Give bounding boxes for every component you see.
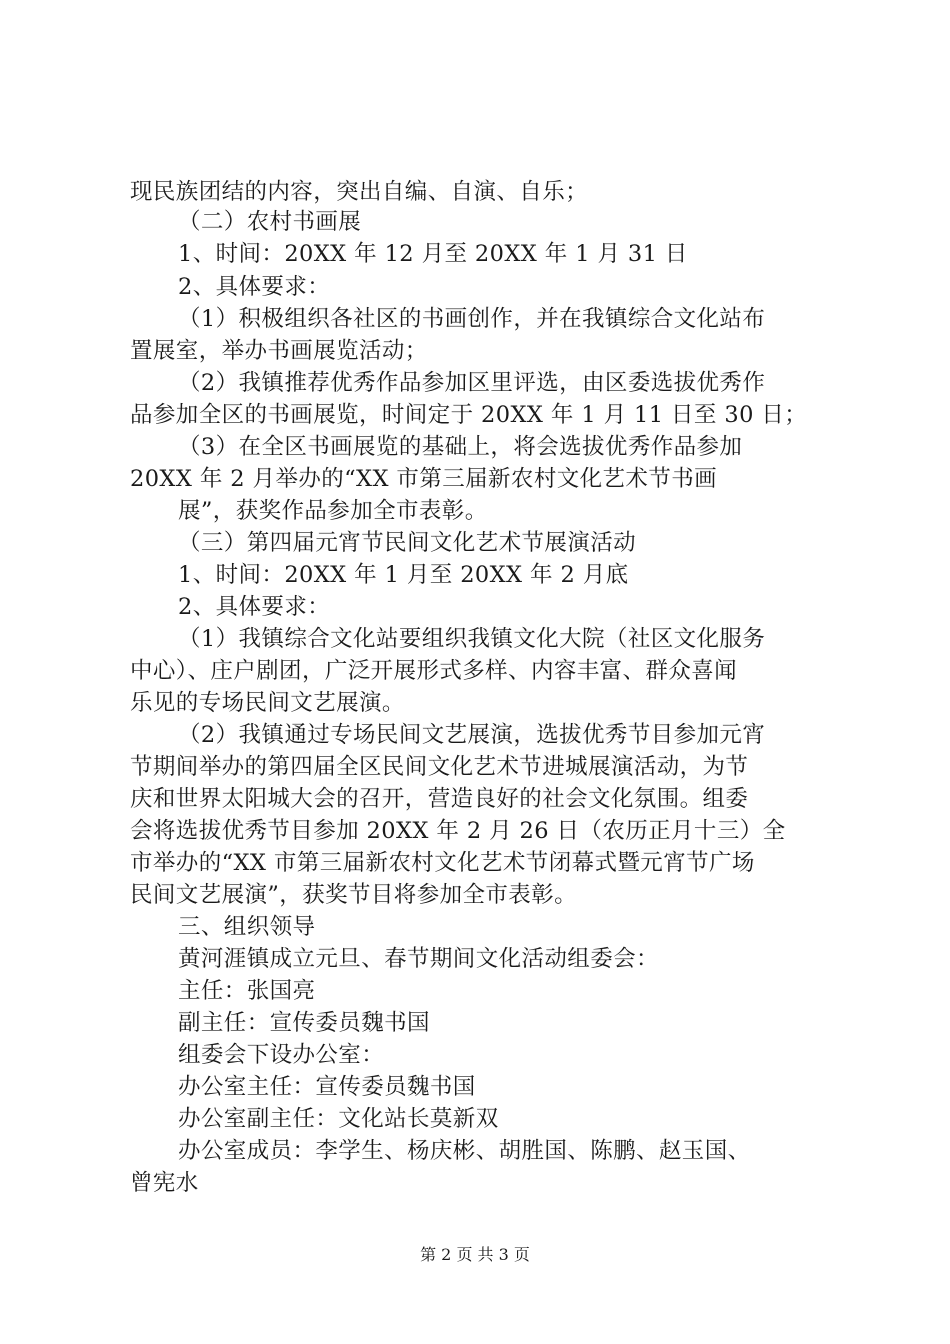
section-heading: （三）第四届元宵节民间文化艺术节展演活动 [178, 530, 637, 556]
text-line: 办公室主任：宣传委员魏书国 [178, 1074, 476, 1100]
text-line: 20XX 年 2 月举办的“XX 市第三届新农村文化艺术节书画 [130, 466, 718, 492]
text-line: 市举办的“XX 市第三届新农村文化艺术节闭幕式暨元宵节广场 [130, 850, 755, 876]
text-line: （2）我镇通过专场民间文艺展演，选拔优秀节目参加元宵 [178, 722, 766, 748]
text-line: 民间文艺展演”，获奖节目将参加全市表彰。 [130, 882, 578, 908]
text-line: 置展室，举办书画展览活动； [130, 338, 428, 364]
text-line: （3）在全区书画展览的基础上，将会选拔优秀作品参加 [178, 434, 743, 460]
text-line: 节期间举办的第四届全区民间文化艺术节进城展演活动，为节 [130, 754, 749, 780]
text-line: 庆和世界太阳城大会的召开，营造良好的社会文化氛围。组委 [130, 786, 749, 812]
section-heading: 三、组织领导 [178, 914, 316, 940]
text-line: 办公室成员：李学生、杨庆彬、胡胜国、陈鹏、赵玉国、 [178, 1138, 751, 1164]
text-line: 1、时间：20XX 年 12 月至 20XX 年 1 月 31 日 [178, 241, 688, 267]
page-footer: 第 2 页 共 3 页 [420, 1245, 530, 1264]
text-line: 现民族团结的内容，突出自编、自演、自乐； [130, 179, 589, 205]
text-line: 主任：张国亮 [178, 978, 316, 1004]
text-line: 乐见的专场民间文艺展演。 [130, 690, 405, 716]
text-line: 中心）、庄户剧团，广泛开展形式多样、内容丰富、群众喜闻 [130, 658, 738, 684]
text-line: 黄河涯镇成立元旦、春节期间文化活动组委会： [178, 946, 659, 972]
text-line: 办公室副主任：文化站长莫新双 [178, 1106, 499, 1132]
text-line: 会将选拔优秀节目参加 20XX 年 2 月 26 日（农历正月十三）全 [130, 818, 786, 844]
text-line: （1）我镇综合文化站要组织我镇文化大院（社区文化服务 [178, 626, 766, 652]
text-line: 1、时间：20XX 年 1 月至 20XX 年 2 月底 [178, 562, 629, 588]
text-line: 副主任：宣传委员魏书国 [178, 1010, 430, 1036]
text-line: （2）我镇推荐优秀作品参加区里评选，由区委选拔优秀作 [178, 370, 766, 396]
text-line: 2、具体要求： [178, 274, 331, 300]
text-line: 品参加全区的书画展览，时间定于 20XX 年 1 月 11 日至 30 日； [130, 402, 808, 428]
text-line: 展”，获奖作品参加全市表彰。 [178, 498, 488, 524]
text-line: （1）积极组织各社区的书画创作，并在我镇综合文化站布 [178, 306, 766, 332]
section-heading: （二）农村书画展 [178, 209, 362, 235]
text-line: 曾宪水 [130, 1170, 199, 1196]
text-line: 2、具体要求： [178, 594, 331, 620]
text-line: 组委会下设办公室： [178, 1042, 385, 1068]
